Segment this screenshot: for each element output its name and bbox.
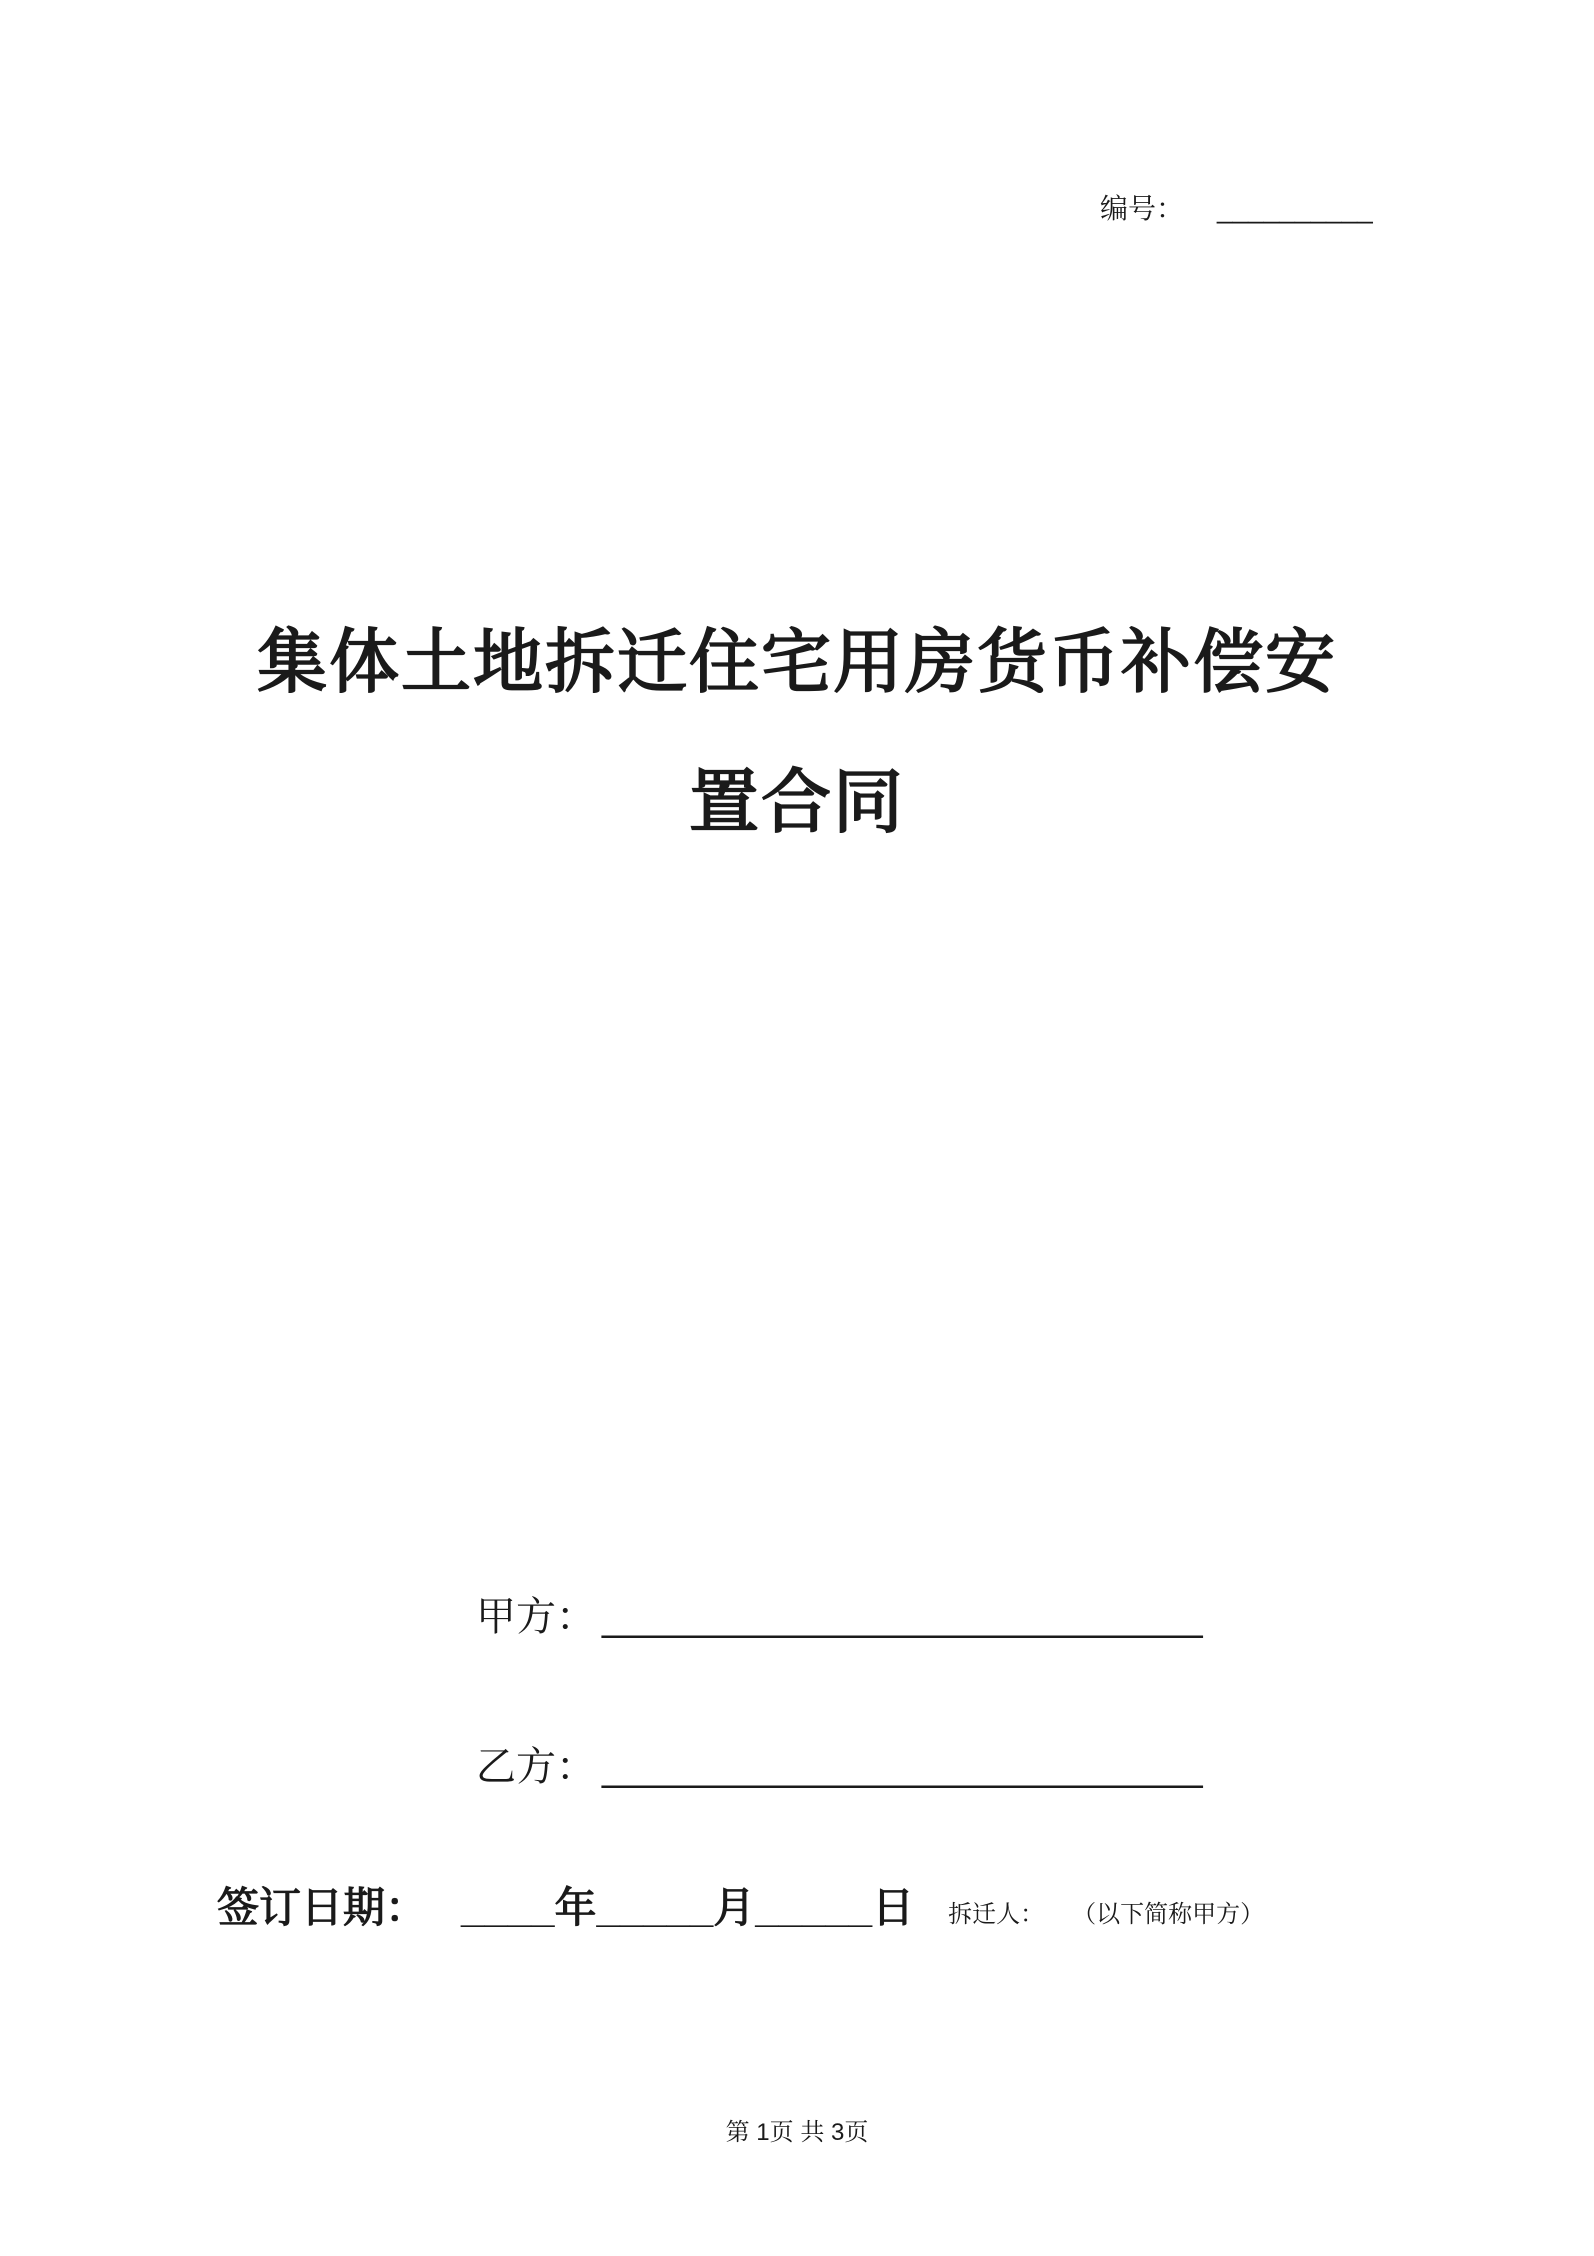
party-b-row <box>476 1745 1203 1789</box>
month-blank-line: _____ <box>596 1884 714 1931</box>
day-blank-line: _____ <box>755 1884 873 1931</box>
page-number-text: 第 1页 共 3页 <box>725 2119 869 2146</box>
document-title-line-1: 集体土地拆迁住宅用房货币补偿安 <box>257 623 1337 701</box>
month-label: 月 <box>713 1884 756 1931</box>
party-a-blank-line: ___________________________ <box>602 1595 1203 1639</box>
day-label: 日 <box>872 1884 915 1931</box>
sign-date-row <box>217 1884 1264 1939</box>
year-blank-line: ____ <box>461 1884 555 1931</box>
demolisher-label: 拆迁人： <box>948 1901 1045 1928</box>
year-label: 年 <box>554 1884 597 1931</box>
party-b-blank-line: ___________________________ <box>602 1745 1203 1789</box>
party-a-row <box>476 1595 1203 1639</box>
party-b-label: 乙方： <box>476 1745 596 1789</box>
demolisher-note: （以下简称甲方） <box>1084 1901 1265 1928</box>
document-title <box>0 592 1594 872</box>
serial-number-row <box>1100 192 1373 226</box>
serial-number-label: 编号： <box>1100 193 1185 224</box>
document-title-line-2: 置合同 <box>689 763 905 841</box>
sign-date-label: 签订日期： <box>217 1884 428 1931</box>
party-a-label: 甲方： <box>476 1595 596 1639</box>
page-footer <box>0 2118 1594 2148</box>
serial-number-blank-line: __________ <box>1217 193 1373 224</box>
